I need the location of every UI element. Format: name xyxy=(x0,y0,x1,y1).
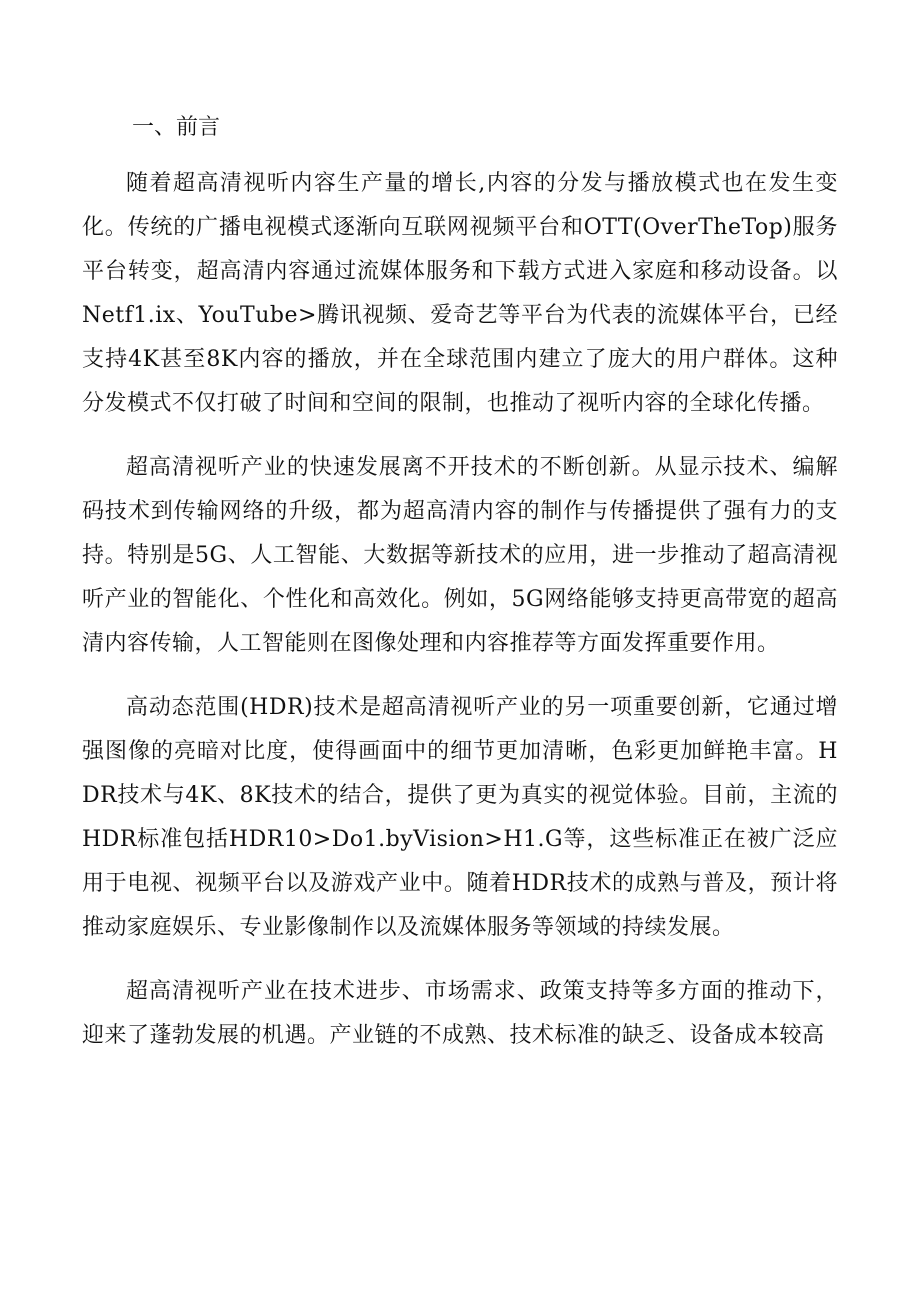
section-heading: 一、前言 xyxy=(132,115,221,140)
paragraph-distribution: 随着超高清视听内容生产量的增长,内容的分发与播放模式也在发生变化。传统的广播电视模式逐渐向互联网视频平台和OTT(OverTheTop)服务平台转变，超高清内容通过流媒体服务和下载方式进入家庭和移动设备。以Netf1.ix、YouTube>腾讯视频、爱奇艺等平台为代表的流媒体平台，已经支持4K甚至8K内容的播放，并在全球范围内建立了庞大的用户群体。这种分发模式不仅打破了时间和空间的限制，也推动了视听内容的全球化传播。 xyxy=(82,171,838,416)
paragraph-hdr: 高动态范围(HDR)技术是超高清视听产业的另一项重要创新，它通过增强图像的亮暗对比度，使得画面中的细节更加清晰，色彩更加鲜艳丰富。HDR技术与4K、8K技术的结合，提供了更为真实的视觉体验。目前，主流的HDR标准包括HDR10>Do1.byVision>H1.G等，这些标准正在被广泛应用于电视、视频平台以及游戏产业中。随着HDR技术的成熟与普及，预计将推动家庭娱乐、专业影像制作以及流媒体服务等领域的持续发展。 xyxy=(82,695,838,940)
paragraph-opportunities: 超高清视听产业在技术进步、市场需求、政策支持等多方面的推动下，迎来了蓬勃发展的机遇。产业链的不成熟、技术标准的缺乏、设备成本较高 xyxy=(82,979,838,1048)
paragraph-technology: 超高清视听产业的快速发展离不开技术的不断创新。从显示技术、编解码技术到传输网络的升级，都为超高清内容的制作与传播提供了强有力的支持。特别是5G、人工智能、大数据等新技术的应用，进一步推动了超高清视听产业的智能化、个性化和高效化。例如，5G网络能够支持更高带宽的超高清内容传输，人工智能则在图像处理和内容推荐等方面发挥重要作用。 xyxy=(82,455,838,656)
